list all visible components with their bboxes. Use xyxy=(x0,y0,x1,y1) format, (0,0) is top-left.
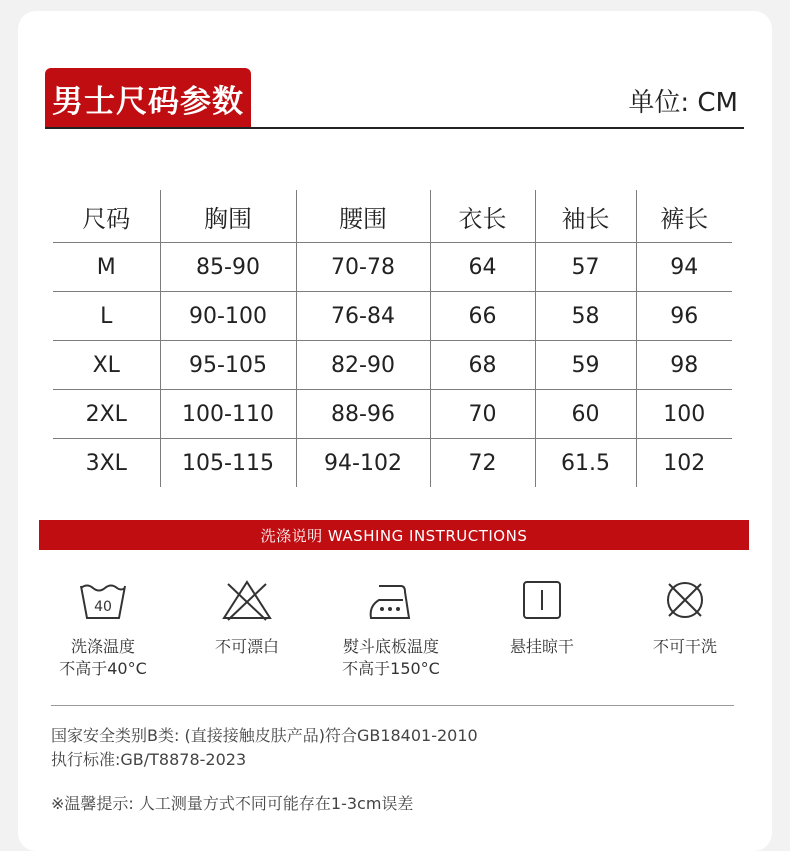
table-cell: 66 xyxy=(430,292,535,341)
table-cell: 58 xyxy=(535,292,636,341)
table-cell: 70-78 xyxy=(296,243,430,292)
table-row xyxy=(53,390,732,439)
table-cell: 105-115 xyxy=(160,439,296,488)
care-label: 悬挂晾干 xyxy=(509,637,574,656)
wash-40-icon xyxy=(77,578,129,622)
table-row xyxy=(53,341,732,390)
table-cell: 94-102 xyxy=(296,439,430,488)
care-item-bleach xyxy=(182,578,312,658)
table-cell: XL xyxy=(53,341,160,390)
care-label-sub: 不高于150°C xyxy=(342,659,440,678)
no-bleach-icon xyxy=(220,578,274,622)
table-cell: 3XL xyxy=(85,450,127,476)
page-title: 男士尺码参数 xyxy=(45,68,251,128)
header-divider xyxy=(45,127,744,129)
size-table xyxy=(53,190,732,487)
table-cell: 64 xyxy=(430,243,535,292)
table-cell: L xyxy=(53,292,160,341)
care-item-dry xyxy=(477,578,607,658)
line-dry-icon xyxy=(520,578,564,622)
care-label: 不可漂白 xyxy=(214,637,279,656)
table-cell: 95-105 xyxy=(160,341,296,390)
table-cell: 100 xyxy=(636,390,732,439)
table-cell: 76-84 xyxy=(296,292,430,341)
notes-divider xyxy=(51,705,734,706)
table-cell: 70 xyxy=(430,390,535,439)
care-item-dry-clean xyxy=(620,578,750,658)
care-item-wash xyxy=(38,578,168,680)
table-cell: 100-110 xyxy=(160,390,296,439)
table-cell: 90-100 xyxy=(160,292,296,341)
table-cell: 102 xyxy=(636,439,732,488)
care-label-sub: 不高于40°C xyxy=(59,659,147,678)
care-item-iron xyxy=(326,578,456,680)
care-label: 洗涤温度 xyxy=(70,637,135,656)
column-header: 胸围 xyxy=(160,190,296,243)
table-cell: 88-96 xyxy=(296,390,430,439)
column-header: 衣长 xyxy=(430,190,535,243)
care-label: 不可干洗 xyxy=(652,637,717,656)
standard-note: 执行标准:GB/T8878-2023 xyxy=(51,750,247,769)
wash-temp-text: 40 xyxy=(94,599,112,615)
column-header: 腰围 xyxy=(296,190,430,243)
table-cell: 60 xyxy=(535,390,636,439)
column-header: 袖长 xyxy=(535,190,636,243)
table-cell: 61.5 xyxy=(535,439,636,488)
table-cell: 96 xyxy=(636,292,732,341)
no-dry-clean-icon xyxy=(663,578,707,622)
table-cell: 57 xyxy=(535,243,636,292)
measurement-tip: ※温馨提示: 人工测量方式不同可能存在1-3cm误差 xyxy=(51,794,414,813)
safety-note: 国家安全类别B类: (直接接触皮肤产品)符合GB18401-2010 xyxy=(51,726,478,745)
table-header-row xyxy=(53,190,732,243)
column-header: 裤长 xyxy=(636,190,732,243)
washing-instructions-bar: 洗涤说明 WASHING INSTRUCTIONS xyxy=(39,520,749,550)
table-cell: 59 xyxy=(535,341,636,390)
table-row xyxy=(53,243,732,292)
table-cell: 68 xyxy=(430,341,535,390)
column-header: 尺码 xyxy=(53,190,160,243)
table-row xyxy=(53,439,732,488)
table-cell: 82-90 xyxy=(296,341,430,390)
table-cell: 98 xyxy=(636,341,732,390)
unit-label: 单位: CM xyxy=(628,88,738,118)
iron-icon xyxy=(365,578,417,622)
table-cell: 2XL xyxy=(53,390,160,439)
table-cell: 94 xyxy=(636,243,732,292)
table-cell: 85-90 xyxy=(160,243,296,292)
care-label: 熨斗底板温度 xyxy=(342,637,439,656)
table-cell: M xyxy=(53,243,160,292)
care-icons xyxy=(40,578,750,688)
table-row xyxy=(53,292,732,341)
table-cell: 72 xyxy=(430,439,535,488)
